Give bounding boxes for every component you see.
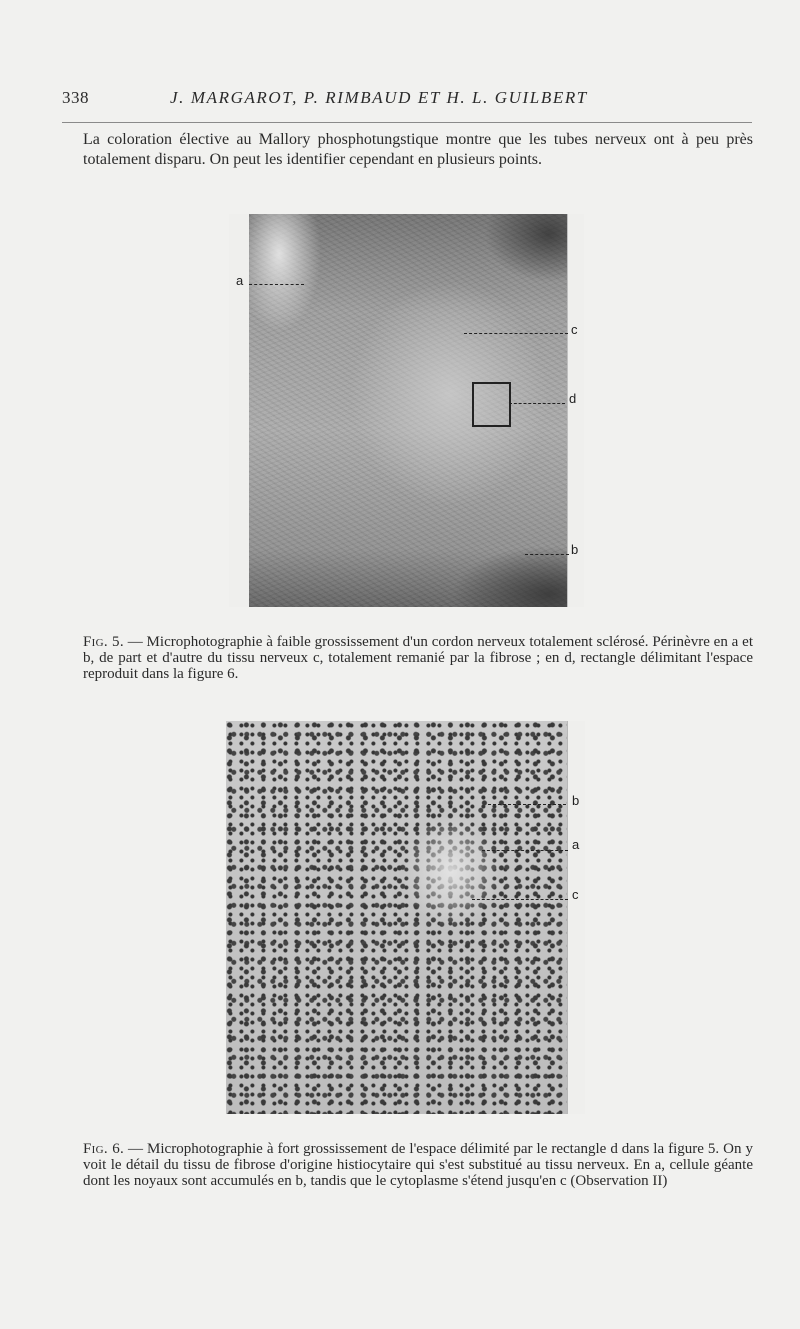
rectangle-d-marker	[472, 382, 511, 427]
high-magnification-photo	[226, 721, 568, 1114]
figure-6-micrograph	[226, 721, 585, 1114]
figure-6-caption	[83, 1141, 753, 1189]
leader-line-c	[464, 333, 568, 334]
figure-6-caption-label: Fig. 6.	[83, 1141, 125, 1157]
leader-line-b	[488, 804, 566, 805]
figure-5-micrograph	[229, 214, 584, 607]
running-head	[62, 88, 752, 112]
figure-5-caption-label: Fig. 5.	[83, 634, 124, 650]
figure-5-label-b: b	[571, 542, 579, 557]
figure-5-label-c: c	[571, 322, 578, 337]
figure-5-label-a: a	[236, 273, 244, 288]
figure-5-label-d: d	[569, 391, 577, 406]
figure-5-caption-text: — Microphotographie à faible grossissement d'un cordon nerveux totalement sclérosé. Périnèvre en a et b, de part et d'autre du tissu nerveux c, totalement remanié par la fibrose ; en d, rectangle délimitant l'espace reproduit dans la figure 6.	[83, 634, 753, 682]
figure-6-caption-text: — Microphotographie à fort grossissement de l'espace délimité par le rectangle d dans la figure 5. On y voit le détail du tissu de fibrose d'origine histiocytaire qui s'est substitué au tissu nerveux. En a, cellule géante dont les noyaux sont accumulés en b, tandis que le cytoplasme s'étend jusqu'en c (Observation II)	[83, 1141, 753, 1189]
leader-line-a	[482, 850, 568, 851]
leader-line-d	[509, 403, 565, 404]
leader-line-a	[249, 284, 304, 285]
figure-6-label-c: c	[572, 887, 579, 902]
header-rule	[62, 122, 752, 123]
leader-line-c	[472, 899, 568, 900]
figure-5-caption	[83, 634, 753, 682]
running-title: J. MARGAROT, P. RIMBAUD ET H. L. GUILBERT	[170, 88, 588, 107]
figure-6-right-margin	[567, 721, 585, 1114]
low-magnification-photo	[249, 214, 568, 607]
figure-6-label-a: a	[572, 837, 580, 852]
page-number: 338	[62, 88, 89, 107]
body-paragraph: La coloration élective au Mallory phosphotungstique montre que les tubes nerveux ont à peu près totalement disparu. On peut les identifier cependant en plusieurs points.	[83, 131, 753, 168]
figure-6-label-b: b	[572, 793, 580, 808]
leader-line-b	[525, 554, 569, 555]
